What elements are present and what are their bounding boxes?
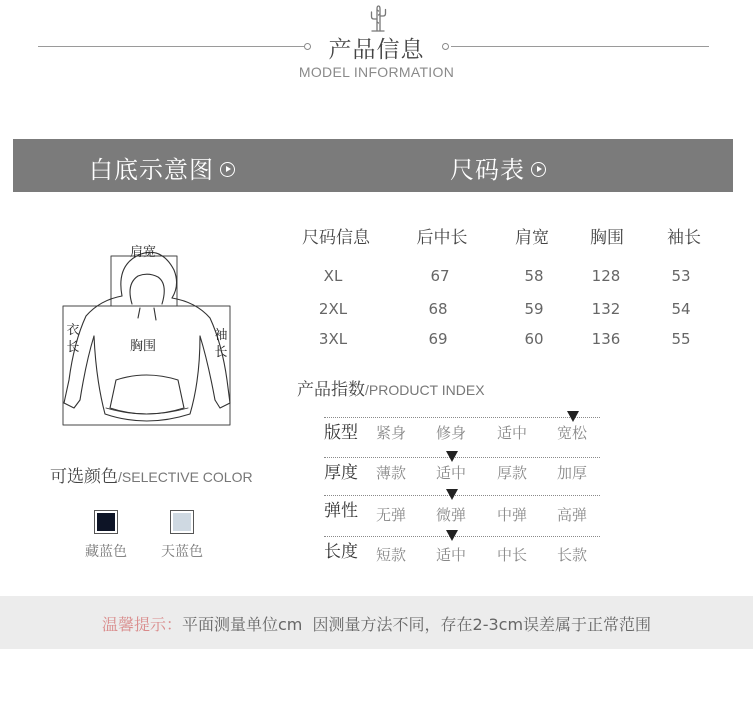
swatch-fill xyxy=(97,513,115,531)
footer-notice xyxy=(0,596,753,649)
circle-arrow-right-icon xyxy=(531,162,546,177)
index-option: 适中 xyxy=(497,424,528,442)
cactus-icon xyxy=(364,3,390,33)
footer-text-line xyxy=(0,612,753,635)
index-option: 适中 xyxy=(436,464,467,482)
index-option: 无弹 xyxy=(376,506,407,524)
color-swatch-sky-blue[interactable] xyxy=(170,510,194,534)
index-option: 微弹 xyxy=(436,506,467,524)
table-cell: XL xyxy=(323,267,343,285)
table-cell: 69 xyxy=(428,330,448,348)
index-option: 修身 xyxy=(436,424,467,442)
table-cell: 54 xyxy=(671,300,691,318)
selective-color-title-cn: 可选颜色 xyxy=(50,467,118,487)
index-option: 宽松 xyxy=(557,424,588,442)
header xyxy=(0,0,753,90)
dotted-divider xyxy=(324,495,600,496)
table-header: 尺码信息 xyxy=(302,228,370,248)
index-option: 高弹 xyxy=(557,506,588,524)
table-cell: 67 xyxy=(430,267,450,285)
table-header: 肩宽 xyxy=(515,228,549,248)
product-index-title-en: /PRODUCT INDEX xyxy=(365,382,485,398)
swatch-fill xyxy=(173,513,191,531)
index-row-thickness xyxy=(324,457,600,493)
selected-marker-icon xyxy=(446,489,458,500)
index-option: 中弹 xyxy=(497,506,528,524)
header-title: 产品信息 xyxy=(328,37,425,63)
selected-marker-icon xyxy=(446,451,458,462)
chest-label: 胸围 xyxy=(130,339,157,354)
index-option: 短款 xyxy=(376,546,407,564)
dotted-divider xyxy=(324,457,600,458)
selective-color-title-en: /SELECTIVE COLOR xyxy=(118,469,253,485)
index-row-fit xyxy=(324,417,600,453)
index-label: 厚度 xyxy=(324,463,358,483)
table-cell: 3XL xyxy=(318,330,348,348)
table-cell: 59 xyxy=(524,300,544,318)
table-cell: 53 xyxy=(671,267,691,285)
garment-length-label: 衣长 xyxy=(66,323,80,355)
color-name: 天蓝色 xyxy=(161,544,203,560)
table-header: 后中长 xyxy=(416,228,468,248)
table-cell: 55 xyxy=(671,330,691,348)
color-swatch-navy[interactable] xyxy=(94,510,118,534)
banner-left xyxy=(89,150,235,185)
index-option: 适中 xyxy=(436,546,467,564)
index-row-length xyxy=(324,536,600,572)
banner-right-label: 尺码表 xyxy=(450,156,525,184)
dotted-divider xyxy=(324,536,600,537)
index-row-elasticity xyxy=(324,495,600,531)
sleeve-length-label: 袖长 xyxy=(214,328,228,360)
dotted-divider xyxy=(324,417,600,418)
color-name: 藏蓝色 xyxy=(85,544,127,560)
table-header: 袖长 xyxy=(667,228,701,248)
hoodie-diagram xyxy=(50,230,250,440)
index-label: 版型 xyxy=(324,423,358,443)
index-label: 长度 xyxy=(324,542,358,562)
index-option: 紧身 xyxy=(376,424,407,442)
circle-arrow-right-icon xyxy=(220,162,235,177)
banner-right xyxy=(450,150,546,185)
table-cell: 68 xyxy=(428,300,448,318)
banner-left-label: 白底示意图 xyxy=(89,156,214,184)
header-subtitle: MODEL INFORMATION xyxy=(298,64,455,80)
index-label: 弹性 xyxy=(324,501,358,521)
index-option: 薄款 xyxy=(376,464,407,482)
table-header: 胸围 xyxy=(590,228,624,248)
selected-marker-icon xyxy=(446,530,458,541)
index-option: 中长 xyxy=(497,546,528,564)
index-option: 长款 xyxy=(557,546,588,564)
table-cell: 58 xyxy=(524,267,544,285)
table-cell: 132 xyxy=(591,300,621,318)
table-cell: 60 xyxy=(524,330,544,348)
shoulder-width-label: 肩宽 xyxy=(130,245,157,260)
section-banner xyxy=(13,139,733,192)
notice-text: 平面测量单位cm 因测量方法不同，存在2-3cm误差属于正常范围 xyxy=(181,615,652,634)
table-cell: 128 xyxy=(591,267,621,285)
index-option: 厚款 xyxy=(497,464,528,482)
notice-prefix: 温馨提示： xyxy=(101,615,182,634)
table-cell: 2XL xyxy=(318,300,348,318)
product-index-title xyxy=(297,375,485,400)
product-index-title-cn: 产品指数 xyxy=(297,380,365,400)
selective-color-title xyxy=(50,462,253,487)
selected-marker-icon xyxy=(567,411,579,422)
table-cell: 136 xyxy=(591,330,621,348)
index-option: 加厚 xyxy=(557,464,588,482)
